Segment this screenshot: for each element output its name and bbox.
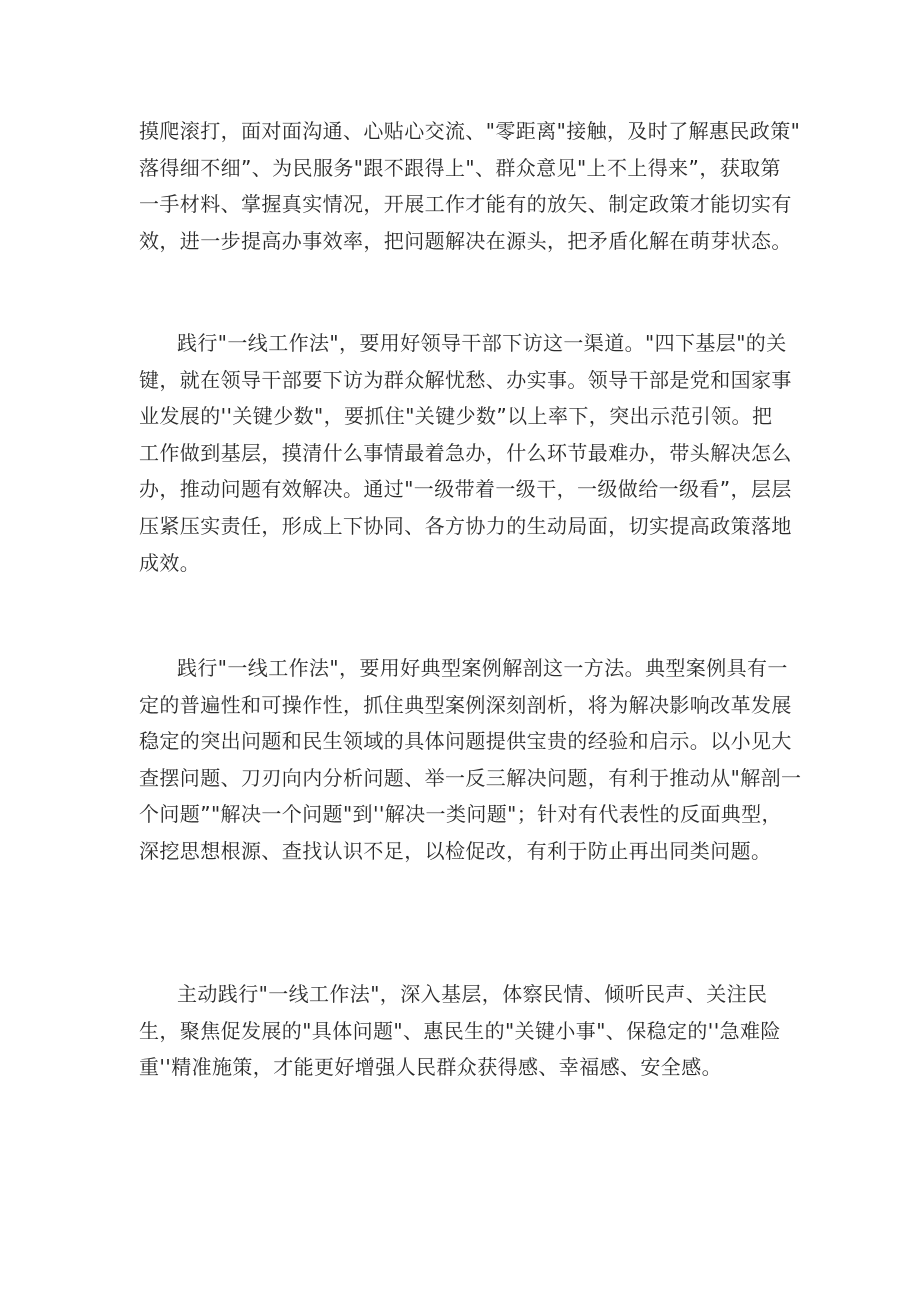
paragraph-3 [139,650,801,870]
paragraph-2 [139,325,792,581]
text-line: 践行"一线工作法"，要用好领导干部下访这一渠道。"四下基层"的关 [177,331,787,355]
text-line: 业发展的''关键少数"，要抓住"关键少数”以上率下，突出示范引领。把 [139,404,773,429]
text-line: 摸爬滚打，面对面沟通、心贴心交流、"零距离"接触，及时了解惠民政策" [139,119,801,143]
text-line: 查摆问题、刀刃向内分析问题、举一反三解决问题，有利于推动从"解剖一 [139,765,802,790]
text-line: 办，推动问题有效解决。通过"一级带着一级干，一级做给一级看”，层层 [139,477,792,502]
text-line: 压紧压实责任，形成上下协同、各方协力的生动局面，切实提高政策落地 [139,513,792,538]
text-line: 工作做到基层，摸清什么事情最着急办，什么环节最难办，带头解决怎么 [139,440,792,465]
text-line: 效，进一步提高办事效率，把问题解决在源头，把矛盾化解在萌芽状态。 [139,228,792,253]
text-line: 定的普遍性和可操作性，抓住典型案例深刻剖析，将为解决影响改革发展 [139,692,792,717]
text-line: 践行"一线工作法"，要用好典型案例解剖这一方法。典型案例具有一 [177,656,788,680]
text-line: 深挖思想根源、查找认识不足，以检促改，有利于防止再出同类问题。 [139,838,772,863]
paragraph-4 [139,976,781,1086]
text-line: 一手材料、掌握真实情况，开展工作才能有的放矢、制定政策才能切实有 [139,192,792,217]
text-line: 重''精准施策，才能更好增强人民群众获得感、幸福感、安全感。 [139,1055,722,1080]
text-line: 落得细不细”、为民服务"跟不跟得上"、群众意见"上不上得来”，获取第 [139,155,781,180]
text-line: 个问题”"解决一个问题"到''解决一类问题"；针对有代表性的反面典型， [139,802,782,827]
paragraph-1 [139,113,800,259]
text-line: 生，聚焦促发展的"具体问题"、惠民生的"关键小事"、保稳定的''急难险 [139,1018,781,1043]
text-line: 成效。 [139,550,201,575]
text-line: 稳定的突出问题和民生领域的具体问题提供宝贵的经验和启示。以小见大 [139,729,792,754]
text-line: 主动践行"一线工作法"，深入基层，体察民情、倾听民声、关注民 [177,982,768,1006]
text-line: 键，就在领导干部要下访为群众解忧愁、办实事。领导干部是党和国家事 [139,367,792,392]
